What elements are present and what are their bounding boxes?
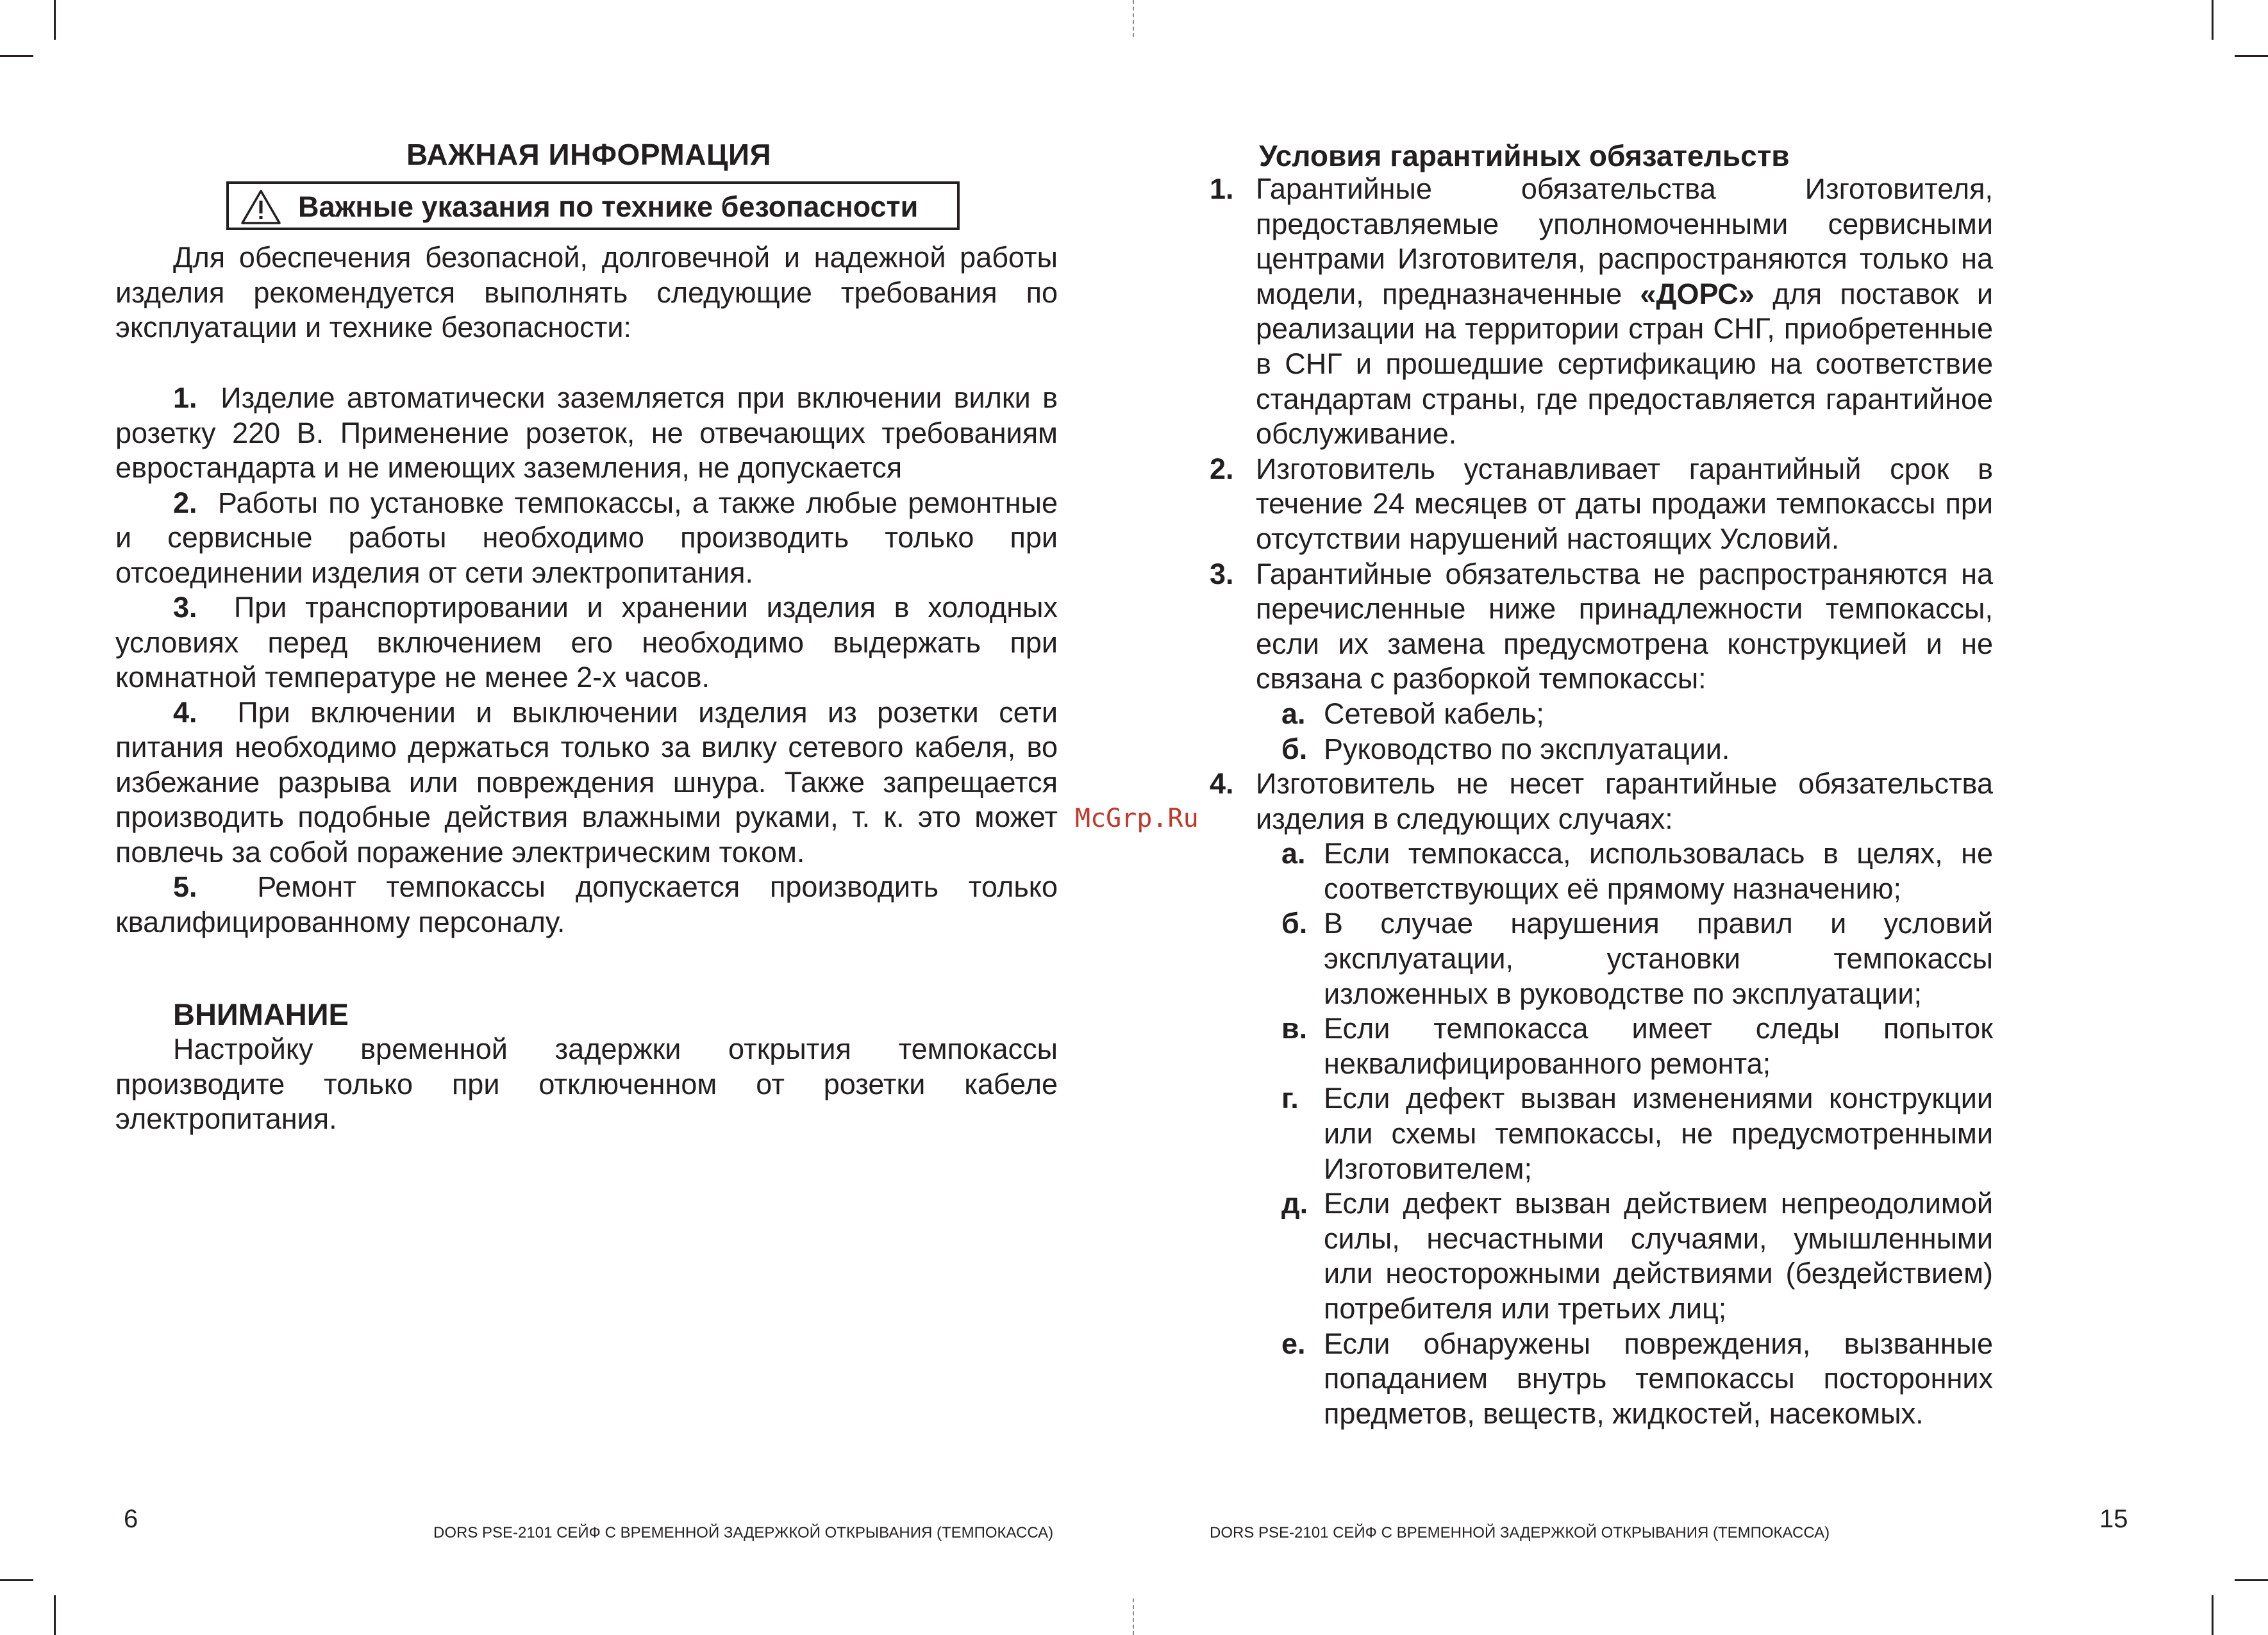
list-marker: а. — [1281, 697, 1306, 730]
list-marker: 4. — [1210, 767, 1234, 801]
list-item: 2. Работы по установке темпокассы, а также любые ремонтные и сервисные работы необходимо производить только при отсоединении изделия от сети электропитания. — [115, 486, 1058, 589]
list-marker: г. — [1281, 1082, 1299, 1115]
safety-warning-label: Важные указания по технике безопасности — [298, 190, 919, 223]
list-marker: е. — [1281, 1327, 1306, 1360]
list-item-text: Если дефект вызван изменениями конструкции или схемы темпокассы, не предусмотренными Изготовителем; — [1324, 1082, 1993, 1185]
watermark: McGrp.Ru — [1075, 804, 1199, 833]
list-item-text: Сетевой кабель; — [1324, 697, 1544, 730]
list-item-text: Изготовитель не несет гарантийные обязательства изделия в следующих случаях: — [1256, 767, 1993, 835]
right-page — [1134, 0, 2268, 1635]
list-marker: 1. — [1210, 172, 1234, 205]
list-item — [1134, 452, 2268, 557]
list-marker: 2. — [1210, 452, 1234, 485]
sub-list-item — [1134, 906, 2268, 1011]
list-item-text: Гарантийные обязательства Изготовителя, предоставляемые уполномоченными сервисными центрами Изготовителя, распространяются только на модели, предназначенные «ДОРС» для поставок и реализации на территории стран СНГ, приобретенные в СНГ и прошедшие сертификацию на соответствие стандартам страны, где предоставляется гарантийное обслуживание. — [1256, 172, 1993, 451]
list-item-text: Если темпокасса имеет следы попыток неквалифицированного ремонта; — [1324, 1012, 1993, 1080]
sub-list-item — [1134, 732, 2268, 767]
list-item-text: Гарантийные обязательства не распространяются на перечисленные ниже принадлежности темпокассы, если их замена предусмотрена конструкцией и не связана с разборкой темпокассы: — [1256, 557, 1993, 695]
attention-paragraph — [115, 1032, 1058, 1137]
list-marker: а. — [1281, 837, 1306, 870]
intro-text: Для обеспечения безопасной, долговечной и надежной работы изделия рекомендуется выполнять следующие требования по эксплуатации и технике безопасности: — [115, 241, 1058, 344]
list-marker: б. — [1281, 732, 1308, 765]
sub-list-item — [1134, 1011, 2268, 1081]
list-item: 4. При включении и выключении изделия из розетки сети питания необходимо держаться только за вилку сетевого кабеля, во избежание разрыва или повреждения шнура. Также запрещается производить подобные действия влажными руками, т. к. это может повлечь за собой поражение электрическим током. — [115, 695, 1058, 868]
page-title: ВАЖНАЯ ИНФОРМАЦИЯ — [406, 138, 772, 171]
safety-list — [115, 381, 1058, 940]
list-item-text: Если дефект вызван действием непреодолимой силы, несчастными случаями, умышленными или неосторожными действиями (бездействием) потребителя или третьих лиц; — [1324, 1187, 1993, 1325]
list-item: 1. Изделие автоматически заземляется при включении вилки в розетку 220 В. Применение розеток, не отвечающих требованиям евростандарта и не имеющих заземления, не допускается — [115, 381, 1058, 484]
warning-triangle-icon — [240, 189, 281, 225]
list-item — [1134, 557, 2268, 697]
list-item — [1134, 767, 2268, 836]
intro-paragraph — [115, 240, 1058, 345]
list-marker: в. — [1281, 1012, 1308, 1045]
sub-list-item — [1134, 1327, 2268, 1432]
list-item-text: Руководство по эксплуатации. — [1324, 732, 1730, 765]
list-item: 3. При транспортировании и хранении изделия в холодных условиях перед включением его необходимо выдержать при комнатной температуре не менее 2-х часов. — [115, 591, 1058, 693]
attention-text: Настройку временной задержки открытия темпокассы производите только при отключенном от розетки кабеле электропитания. — [115, 1033, 1058, 1135]
list-item-text: В случае нарушения правил и условий эксплуатации, установки темпокассы изложенных в руководстве по эксплуатации; — [1324, 907, 1993, 1010]
list-item-text: Изготовитель устанавливает гарантийный срок в течение 24 месяцев от даты продажи темпокассы при отсутствии нарушений настоящих Условий. — [1256, 452, 1993, 555]
list-marker: 3. — [1210, 557, 1234, 590]
list-item — [1134, 172, 2268, 452]
list-item-text: Если обнаружены повреждения, вызванные попаданием внутрь темпокассы посторонних предметов, веществ, жидкостей, насекомых. — [1324, 1327, 1993, 1430]
warranty-title: Условия гарантийных обязательств — [1259, 139, 1790, 172]
page-number: 15 — [2099, 1505, 2128, 1533]
sub-list-item — [1134, 697, 2268, 732]
page-footer: DORS PSE-2101 СЕЙФ С ВРЕМЕННОЙ ЗАДЕРЖКОЙ ОТКРЫВАНИЯ (ТЕМПОКАССА) — [433, 1524, 1054, 1541]
list-marker: б. — [1281, 907, 1308, 940]
page-number: 6 — [124, 1505, 138, 1533]
list-item: 5. Ремонт темпокассы допускается производить только квалифицированному персоналу. — [115, 870, 1058, 938]
list-marker: д. — [1281, 1187, 1308, 1220]
warranty-list — [1134, 172, 2268, 1431]
safety-warning-box — [226, 181, 960, 230]
attention-heading: ВНИМАНИЕ — [173, 997, 349, 1031]
list-item-text: Если темпокасса, использовалась в целях, не соответствующих её прямому назначению; — [1324, 837, 1993, 905]
page-footer: DORS PSE-2101 СЕЙФ С ВРЕМЕННОЙ ЗАДЕРЖКОЙ ОТКРЫВАНИЯ (ТЕМПОКАССА) — [1210, 1524, 1830, 1541]
sub-list-item — [1134, 836, 2268, 906]
sub-list-item — [1134, 1081, 2268, 1186]
sub-list-item — [1134, 1186, 2268, 1326]
